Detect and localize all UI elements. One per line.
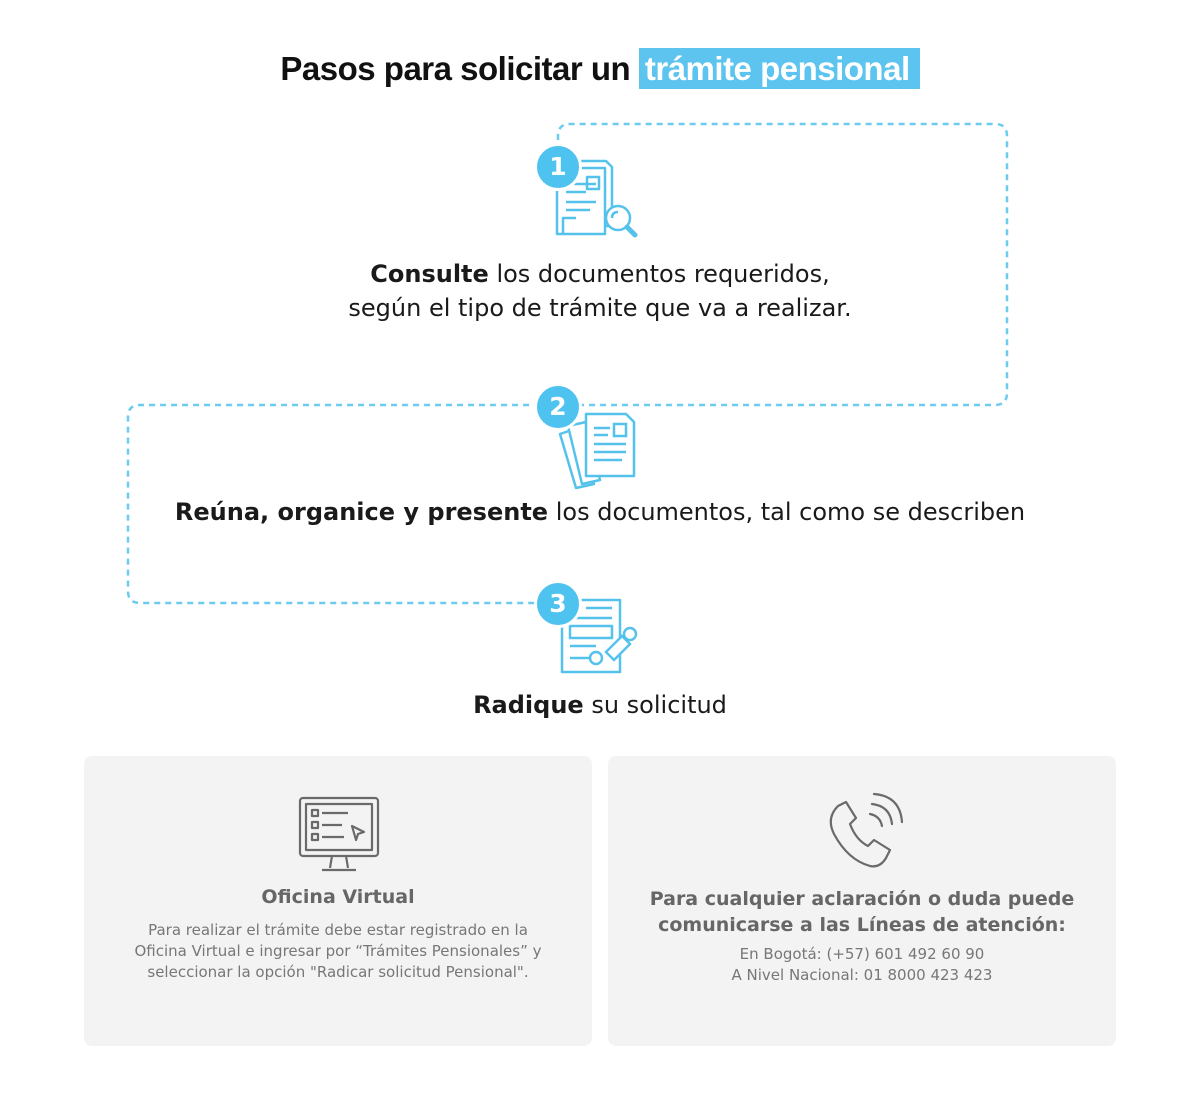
virtual-office-card[interactable]	[84, 756, 592, 1046]
title-plain: Pasos para solicitar un	[280, 50, 631, 87]
step-1-line2: según el tipo de trámite que va a realizar.	[348, 294, 852, 322]
title-highlight: trámite pensional	[639, 48, 920, 89]
virtual-office-body: Para realizar el trámite debe estar registrado en la Oficina Virtual e ingresar por “Trámites Pensionales” y seleccionar la opción "Radicar solicitud Pensional".	[134, 921, 542, 981]
phone-icon	[820, 792, 906, 878]
step-1-bold: Consulte	[370, 260, 489, 288]
step-2-badge: 2	[534, 383, 582, 431]
step-2-text	[0, 495, 1200, 529]
contact-title: Para cualquier aclaración o duda puede comunicarse a las Líneas de atención:	[649, 888, 1075, 936]
step-3-badge: 3	[534, 580, 582, 628]
contact-phone-national[interactable]: A Nivel Nacional: 01 8000 423 423	[731, 966, 993, 984]
computer-monitor-icon	[298, 796, 380, 876]
step-2-bold: Reúna, organice y presente	[174, 498, 549, 526]
contact-phone-bogota[interactable]: En Bogotá: (+57) 601 492 60 90	[739, 945, 985, 963]
contact-card	[608, 756, 1116, 1046]
step-1-rest: los documentos requeridos,	[488, 260, 830, 288]
step-1-text	[0, 257, 1200, 325]
step-3-bold: Radique	[473, 691, 584, 719]
step-2-rest: los documentos, tal como se describen	[548, 498, 1026, 526]
step-1-badge: 1	[534, 143, 582, 191]
step-3-rest: su solicitud	[583, 691, 727, 719]
step-3-text	[0, 688, 1200, 722]
virtual-office-title: Oficina Virtual	[261, 886, 415, 908]
